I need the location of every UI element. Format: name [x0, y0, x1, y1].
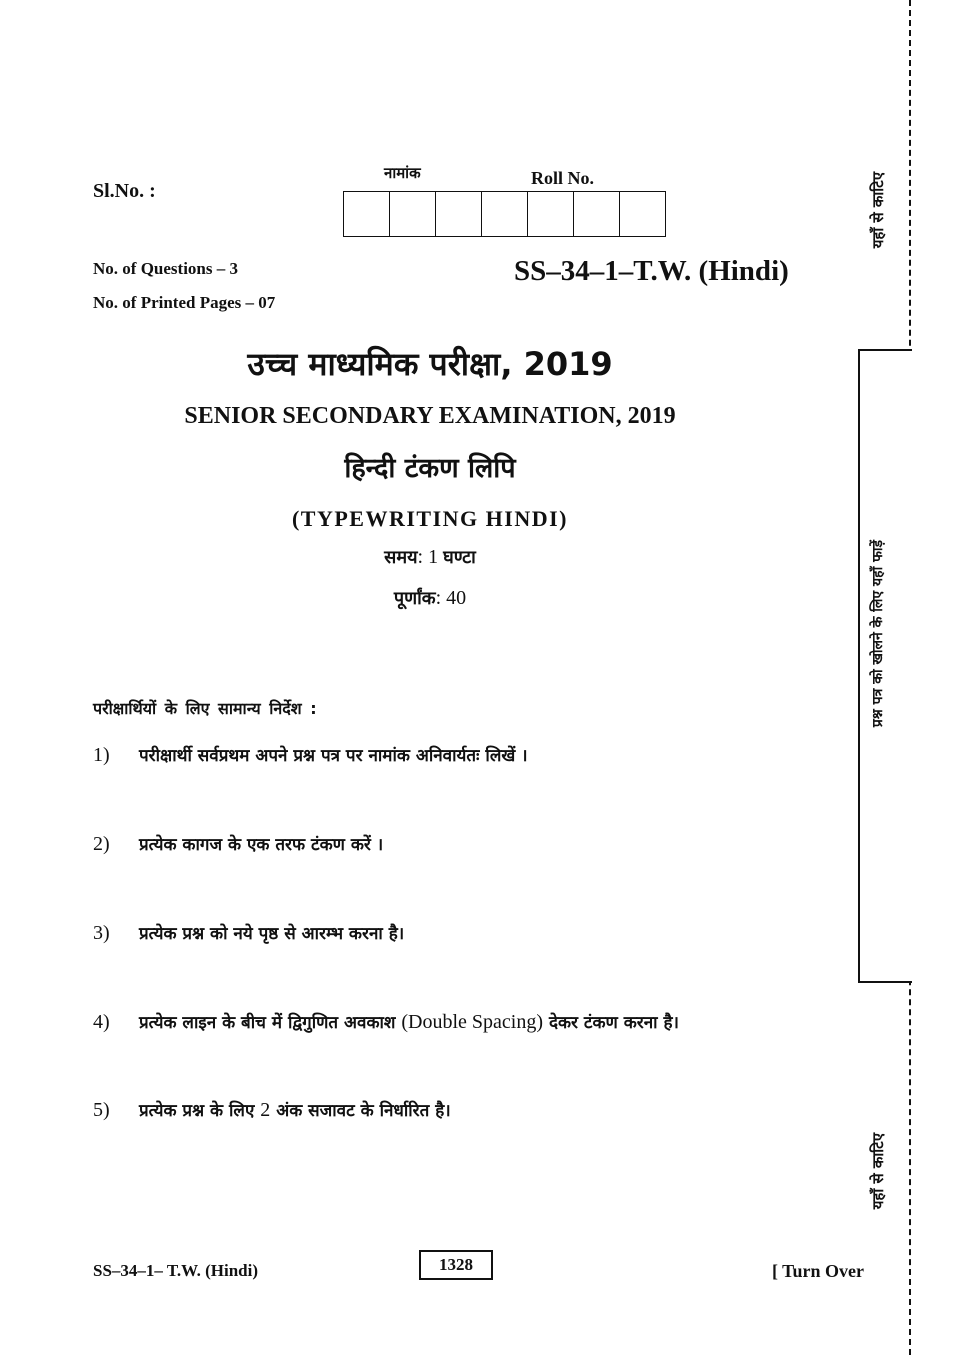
marks-value: : 40	[435, 587, 467, 609]
instruction-text: प्रत्येक प्रश्न को नये पृष्ठ से आरम्भ करना है।	[139, 924, 405, 944]
sl-no-label: Sl.No. :	[93, 180, 156, 202]
footer-code: SS–34–1– T.W. (Hindi)	[93, 1261, 259, 1280]
instruction-text-part: प्रत्येक प्रश्न के लिए	[139, 1101, 261, 1121]
page-code-box: 1328	[419, 1250, 493, 1280]
instruction-text-part: प्रत्येक लाइन के बीच में द्विगुणित अवकाश	[139, 1013, 402, 1033]
instructions-heading: परीक्षार्थियों के लिए सामान्य निर्देश :	[93, 699, 317, 718]
hindi-exam-title: उच्च माध्यमिक परीक्षा, 2019	[247, 345, 613, 383]
roll-number-boxes	[343, 191, 666, 237]
instruction-text: प्रत्येक कागज के एक तरफ टंकण करें ।	[139, 835, 384, 855]
instruction-number: 2)	[93, 833, 110, 855]
marks-line	[0, 586, 860, 610]
instruction-number: 5)	[93, 1099, 110, 1121]
namank-label: नामांक	[384, 164, 421, 182]
instruction-item	[93, 1098, 451, 1122]
instruction-text	[139, 1098, 451, 1122]
turn-over-label: [ Turn Over	[772, 1261, 865, 1281]
roll-cell	[481, 191, 528, 237]
roll-cell	[527, 191, 574, 237]
roll-cell	[389, 191, 436, 237]
roll-cell	[573, 191, 620, 237]
cut-here-top-label: यहाँ से काटिए	[869, 172, 887, 249]
no-of-printed-pages: No. of Printed Pages – 07	[93, 293, 276, 312]
tear-here-label: प्रश्न पत्र को खोलने के लिए यहाँ फाड़ें	[870, 540, 886, 728]
instruction-text-english: (Double Spacing)	[401, 1011, 544, 1033]
english-subject: (TYPEWRITING HINDI)	[291, 506, 569, 531]
roll-no-label: Roll No.	[531, 168, 594, 188]
instruction-item	[93, 743, 528, 767]
instruction-number: 4)	[93, 1011, 110, 1033]
time-value: : 1	[417, 546, 444, 568]
instruction-text-part: देकर टंकण करना है।	[543, 1013, 679, 1033]
instruction-item	[93, 832, 383, 856]
no-of-questions: No. of Questions – 3	[93, 259, 238, 278]
english-exam-title: SENIOR SECONDARY EXAMINATION, 2019	[184, 403, 676, 429]
hindi-subject: हिन्दी टंकण लिपि	[344, 453, 516, 484]
instruction-text-english: 2	[260, 1099, 271, 1121]
instruction-text: परीक्षार्थी सर्वप्रथम अपने प्रश्न पत्र पर नामांक अनिवार्यतः लिखें ।	[139, 746, 528, 766]
roll-cell	[435, 191, 482, 237]
marks-label: पूर्णांक	[393, 588, 436, 609]
paper-code: SS–34–1–T.W. (Hindi)	[514, 255, 789, 287]
instruction-text-part: अंक सजावट के निर्धारित है।	[270, 1101, 451, 1121]
time-line	[0, 545, 860, 569]
instruction-text	[139, 1010, 679, 1034]
instruction-number: 1)	[93, 744, 110, 766]
time-label: समय	[384, 547, 418, 568]
roll-cell	[343, 191, 390, 237]
time-unit: घण्टा	[443, 547, 476, 568]
instruction-number: 3)	[93, 922, 110, 944]
instruction-item	[93, 921, 404, 945]
instruction-item	[93, 1010, 679, 1034]
cut-here-bottom-label: यहाँ से काटिए	[869, 1133, 887, 1210]
roll-cell	[619, 191, 666, 237]
